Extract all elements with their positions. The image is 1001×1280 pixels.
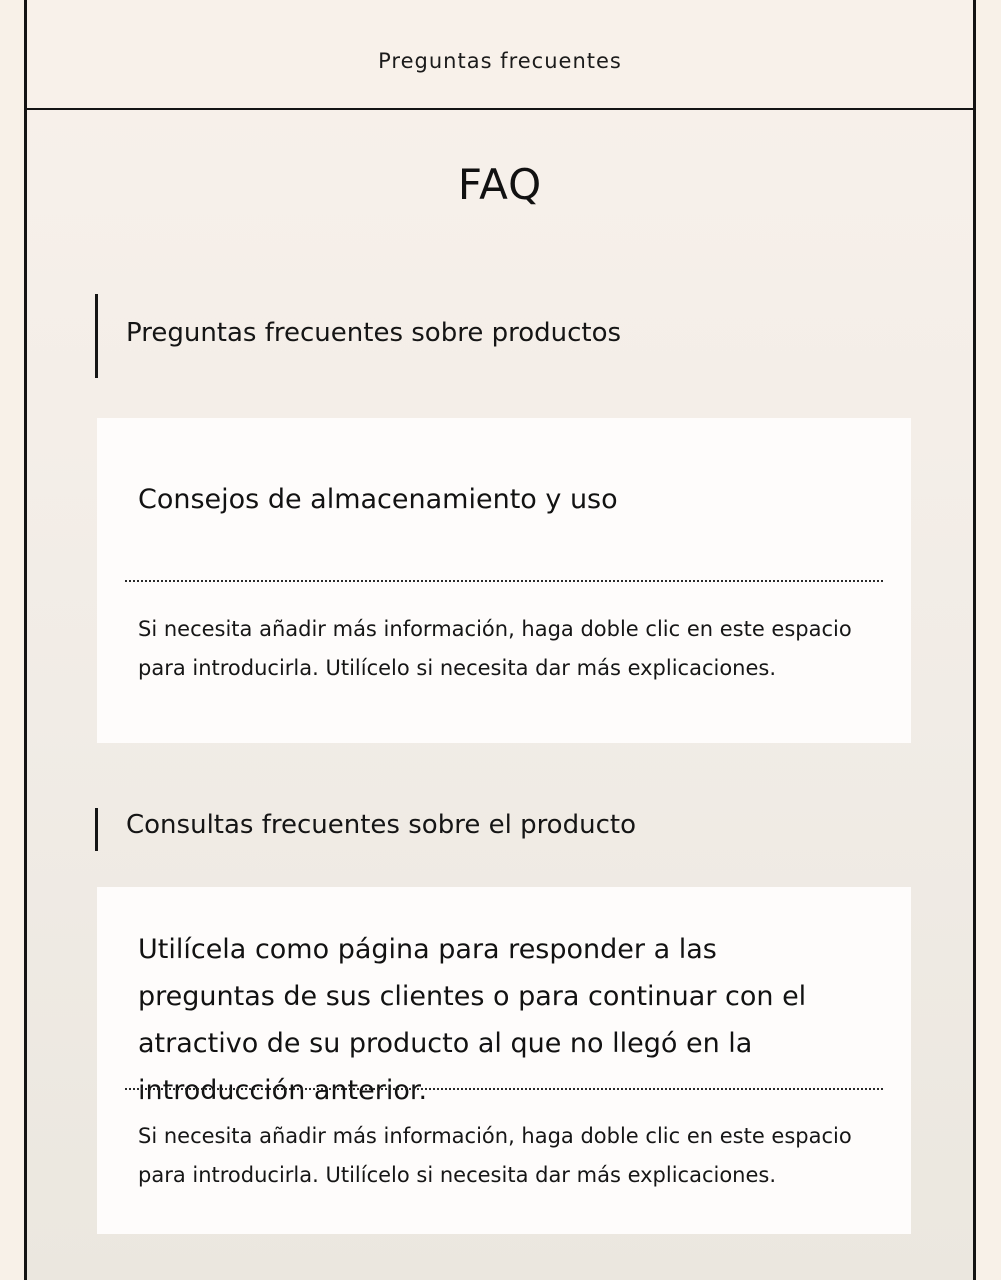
faq-answer: Si necesita añadir más información, haga doble clic en este espacio para introducirla. Utilícelo si necesita dar más explicaciones. xyxy=(138,1124,852,1187)
faq-answer: Si necesita añadir más información, haga doble clic en este espacio para introducirla. Utilícelo si necesita dar más explicaciones. xyxy=(138,617,852,680)
dotted-divider xyxy=(125,580,883,582)
faq-card-storage xyxy=(97,418,911,743)
faq-question: Utilícela como página para responder a las preguntas de sus clientes o para continuar con el atractivo de su producto al que no llegó en la introducción anterior. xyxy=(138,934,807,1106)
section-heading-text: Consultas frecuentes sobre el producto xyxy=(126,810,636,840)
faq-question: Consejos de almacenamiento y uso xyxy=(138,484,618,515)
section-heading-consultations xyxy=(95,808,795,851)
section-heading-text: Preguntas frecuentes sobre productos xyxy=(126,318,622,348)
faq-page xyxy=(24,0,976,1280)
header-title: Preguntas frecuentes xyxy=(378,49,622,73)
dotted-divider xyxy=(125,1088,883,1090)
page-title: FAQ xyxy=(457,160,543,209)
section-heading-products xyxy=(95,294,795,378)
faq-card-customer-questions xyxy=(97,887,911,1234)
page-header xyxy=(27,0,973,110)
